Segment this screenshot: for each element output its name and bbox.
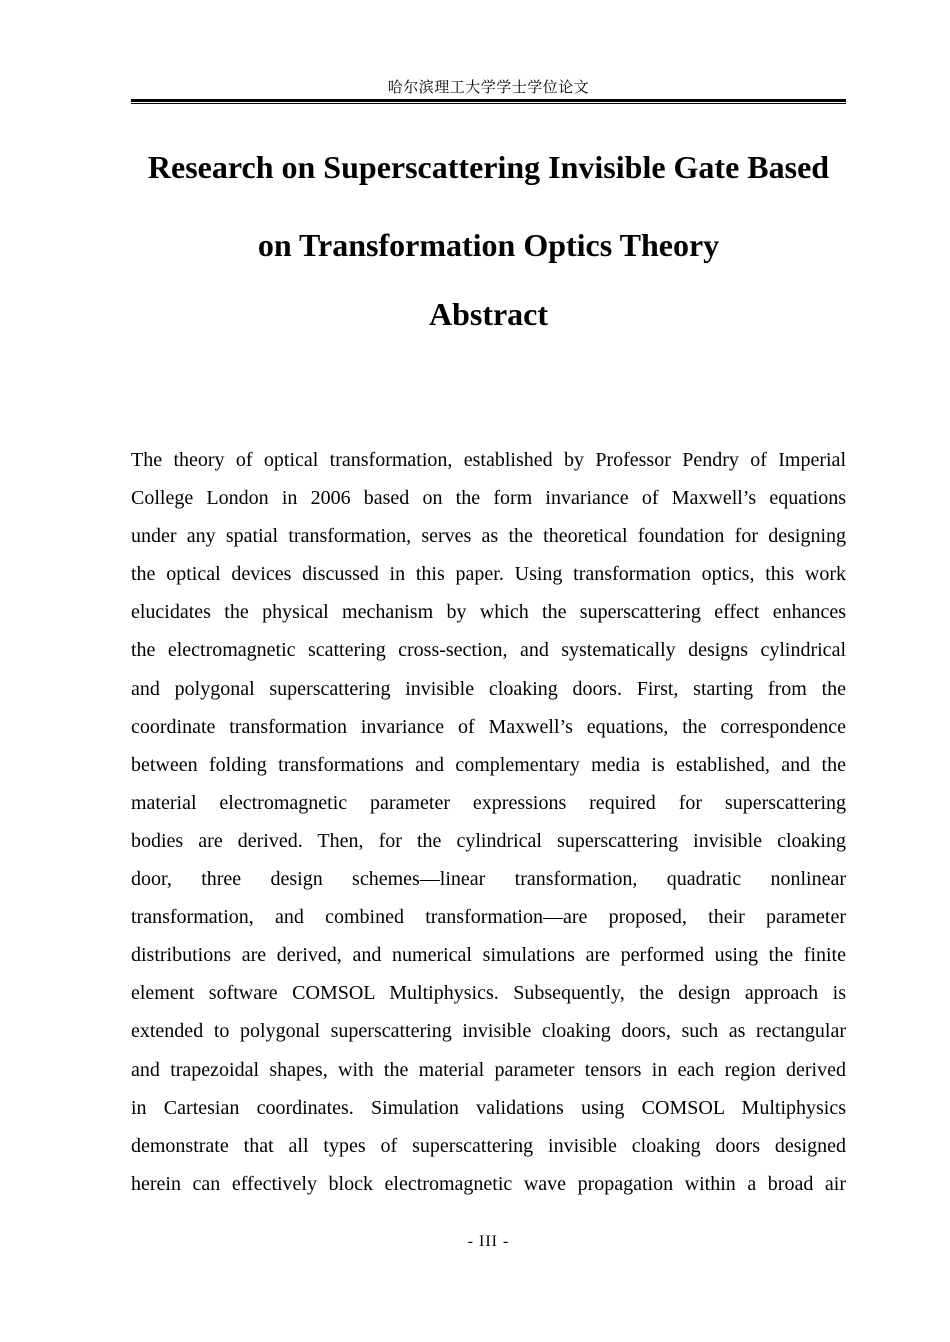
abstract-line: The theory of optical transformation, established by Professor Pendry of Imperial xyxy=(131,449,846,471)
abstract-line: distributions are derived, and numerical simulations are performed using the finite xyxy=(131,944,846,967)
document-page xyxy=(131,0,846,1342)
abstract-line: and polygonal superscattering invisible cloaking doors. First, starting from the xyxy=(131,677,846,700)
running-header: 哈尔滨理工大学学士学位论文 xyxy=(387,80,590,96)
abstract-line: and trapezoidal shapes, with the material parameter tensors in each region derived xyxy=(131,1058,846,1081)
abstract-line: herein can effectively block electromagnetic wave propagation within a broad air xyxy=(131,1172,846,1195)
abstract-line: elucidates the physical mechanism by which the superscattering effect enhances xyxy=(131,601,846,624)
abstract-line: the optical devices discussed in this paper. Using transformation optics, this work xyxy=(131,563,846,586)
abstract-line: extended to polygonal superscattering invisible cloaking doors, such as rectangular xyxy=(131,1020,846,1043)
abstract-line: between folding transformations and complementary media is established, and the xyxy=(131,753,846,776)
abstract-line: College London in 2006 based on the form invariance of Maxwell’s equations xyxy=(131,487,846,510)
abstract-line: bodies are derived. Then, for the cylindrical superscattering invisible cloaking xyxy=(131,829,846,852)
page-number: - III - xyxy=(467,1233,510,1250)
header-rule xyxy=(131,99,846,104)
abstract-line: the electromagnetic scattering cross-section, and systematically designs cylindrical xyxy=(131,639,846,662)
abstract-line: transformation, and combined transformation—are proposed, their parameter xyxy=(131,906,846,929)
thesis-title xyxy=(131,128,846,284)
abstract-line: demonstrate that all types of superscattering invisible cloaking doors designed xyxy=(131,1134,846,1157)
abstract-line: element software COMSOL Multiphysics. Subsequently, the design approach is xyxy=(131,982,846,1005)
abstract-line: door, three design schemes—linear transformation, quadratic nonlinear xyxy=(131,868,846,891)
abstract-body xyxy=(131,441,846,1203)
abstract-line: under any spatial transformation, serves as the theoretical foundation for designing xyxy=(131,525,846,548)
abstract-heading: Abstract xyxy=(428,296,549,332)
thesis-title-line-1: Research on Superscattering Invisible Gate Based xyxy=(147,149,830,185)
abstract-line: coordinate transformation invariance of Maxwell’s equations, the correspondence xyxy=(131,715,846,738)
abstract-line: material electromagnetic parameter expressions required for superscattering xyxy=(131,791,846,814)
thesis-title-line-2: on Transformation Optics Theory xyxy=(257,227,720,263)
abstract-line: in Cartesian coordinates. Simulation validations using COMSOL Multiphysics xyxy=(131,1096,846,1119)
